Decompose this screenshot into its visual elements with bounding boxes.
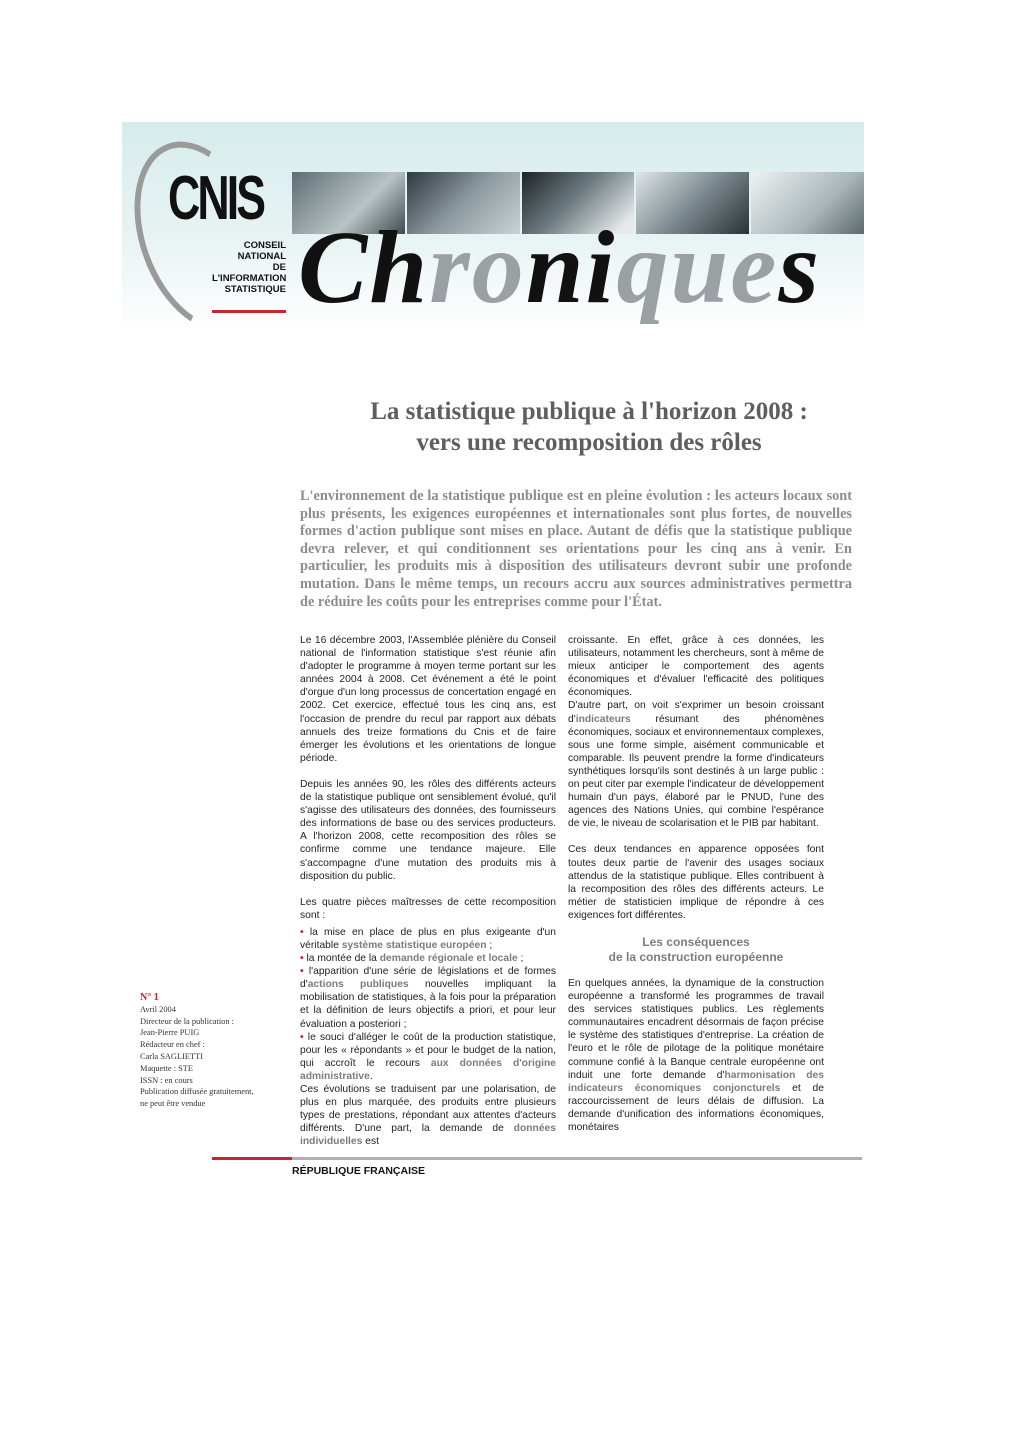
highlight: indicateurs (575, 713, 631, 725)
text: D'autre part, on voit s'exprimer un besoin croissant d' (568, 700, 824, 725)
right-column (568, 634, 824, 1147)
paragraph (300, 1083, 556, 1148)
text: ; (486, 939, 493, 951)
text: nouvelles impliquant la mobilisation de statistiques, à la fois pour la préparation et la définition de leurs objectifs a priori, et pour leur évaluation a posteriori ; (300, 979, 556, 1030)
credit-line: Rédacteur en chef : (140, 1040, 205, 1050)
text: le souci d'alléger le coût de la production statistique, pour les « répondants » et pour le budget de la nation, qui accroît le recours (300, 1031, 556, 1069)
credit-line: Carla SAGLIETTI (140, 1051, 204, 1061)
org-line: NATIONAL (237, 251, 286, 262)
republique-francaise: RÉPUBLIQUE FRANÇAISE (292, 1165, 426, 1177)
cnis-logo: CNIS (168, 164, 264, 233)
left-column (300, 634, 556, 1161)
paragraph (568, 977, 824, 1134)
paragraph: Le 16 décembre 2003, l'Assemblée plénière du Conseil national de l'information statistique s'est réunie afin d'adopter le programme à moyen terme portant sur les années 2004 à 2008. Cet événement a été le point d'orgue d'un long processus de concertation engagé en 2002. Cet exercice, effectué tous les cinq ans, est l'occasion de prendre du recul par rapport aux débats annuels des treize formations du Cnis et de faire émerger les évolutions et les orientations de longue période. (300, 635, 556, 764)
credit-line: ISSN : en cours (140, 1075, 193, 1085)
text: En quelques années, la dynamique de la construction européenne a transformé les programmes de travail des services statistiques publics. Les règlements communautaires encadrent désormais de façon précise le système des statistiques d'entreprise. La création de l'euro et le rôle de pilotage de la politique monétaire commune confié à la Banque centrale européenne ont induit une forte demande d' (568, 977, 824, 1081)
heading-line: Les conséquences (642, 934, 750, 949)
paragraph (568, 699, 824, 830)
text: résumant des phénomènes économiques, sociaux et environnementaux complexes, sous une forme simple, aisément communicable et comparable. Ils peuvent prendre la forme d'indicateurs synthétiques lorsqu'ils sont destinés à un large public : on peut citer par exemple l'indicateur de développement humain d'un pays, élaboré par le PNUD, l'une des agences des Nations Unies, qui combine l'espérance de vie, le niveau de scolarisation et le PIB par habitant. (568, 713, 824, 830)
credit-line: Maquette : STE (140, 1063, 194, 1073)
credit-line: ne peut être vendue (140, 1099, 206, 1109)
bullet-icon: • (300, 1031, 304, 1043)
text: la mise en place de plus en plus exigeante d'un véritable (300, 926, 556, 951)
text: Ces évolutions se traduisent par une polarisation, de plus en plus marquée, des produits entre plusieurs types de prestations, répondant aux attentes d'acteurs différents. D'une part, la demande de (300, 1084, 556, 1135)
logo-underline (212, 310, 286, 313)
masthead-part: ro (429, 210, 526, 325)
masthead-part: Ch (298, 210, 430, 325)
highlight: harmonisation des indicateurs économiques conjoncturels (568, 1069, 824, 1094)
text: . (369, 1070, 373, 1082)
highlight: système statistique européen (341, 939, 487, 951)
text: est (362, 1136, 379, 1148)
highlight: actions publiques (307, 979, 409, 991)
text: et de raccourcissement de leurs délais de diffusion. La demande d'unification des informations économiques, monétaires (568, 1082, 824, 1133)
org-line: STATISTIQUE (224, 284, 286, 295)
issue-number: N° 1 (140, 992, 159, 1003)
footer-red-rule (212, 1157, 292, 1160)
org-line: L'INFORMATION (212, 273, 287, 284)
article-title (300, 396, 878, 458)
text: l'apparition d'une série de législations et de formes d' (300, 966, 556, 991)
org-line: CONSEIL (243, 240, 286, 251)
highlight: aux données d'origine administrative (300, 1057, 557, 1082)
highlight: demande régionale et locale (379, 953, 518, 965)
organization-name (212, 240, 286, 295)
bullet-icon: • (300, 926, 304, 938)
section-heading (568, 935, 824, 965)
paragraph: Depuis les années 90, les rôles des différents acteurs de la statistique publique ont sensiblement évolué, qu'il s'agisse des utilisateurs des données, des fournisseurs des informations de base ou des services producteurs. A l'horizon 2008, cette recomposition des rôles se confirme comme une tendance majeure. Elle s'accompagne d'une mutation des produits mis à disposition du public. (300, 778, 556, 882)
masthead-part: ni (525, 210, 617, 325)
heading-line: de la construction européenne (608, 949, 784, 964)
list-item (300, 926, 556, 952)
issue-date: Avril 2004 (140, 1004, 176, 1014)
title-line: La statistique publique à l'horizon 2008 : (370, 398, 808, 425)
paragraph: croissante. En effet, grâce à ces données, les utilisateurs, notamment les chercheurs, sont à même de mieux anticiper le comportement des agents économiques et d'évaluer l'efficacité des politiques économiques. (568, 635, 824, 699)
masthead-chroniques (298, 210, 821, 325)
text: ; (517, 953, 524, 965)
org-line: DE (272, 262, 286, 273)
highlight: données individuelles (300, 1123, 556, 1148)
list-item (300, 952, 556, 965)
credit-line: Publication diffusée gratuitement, (140, 1087, 254, 1097)
bullet-icon: • (300, 966, 304, 978)
footer-gray-rule (292, 1157, 862, 1160)
list-item (300, 965, 556, 1030)
masthead-part: que (616, 210, 779, 325)
text: la montée de la (306, 953, 380, 965)
credit-line: Directeur de la publication : (140, 1016, 234, 1026)
title-line: vers une recomposition des rôles (416, 429, 762, 456)
credit-line: Jean-Pierre PUIG (140, 1028, 200, 1038)
bullet-icon: • (300, 953, 304, 965)
paragraph: Les quatre pièces maîtresses de cette recomposition sont : (300, 896, 556, 921)
list-item (300, 1031, 556, 1083)
lead-paragraph: L'environnement de la statistique publique est en pleine évolution : les acteurs locaux sont plus présents, les exigences européennes et internationales sont plus fortes, de nouvelles formes d'action publique sont mises en place. Autant de défis que la statistique publique devra relever, et qui conditionnent ses orientations pour les cinq ans à venir. En particulier, les produits mis à disposition des utilisateurs devront subir une profonde mutation. Dans le même temps, un recours accru aux sources administratives permettra de réduire les coûts pour les entreprises comme pour l'État. (300, 488, 852, 610)
paragraph: Ces deux tendances en apparence opposées font toutes deux partie de l'avenir des usages sociaux attendus de la statistique publique. Elles contribuent à la recomposition des rôles des différents acteurs. Le métier de statisticien implique de répondre à ces exigences fort différentes. (568, 844, 824, 921)
publication-credits (140, 992, 280, 1110)
masthead-part: s (778, 210, 821, 325)
